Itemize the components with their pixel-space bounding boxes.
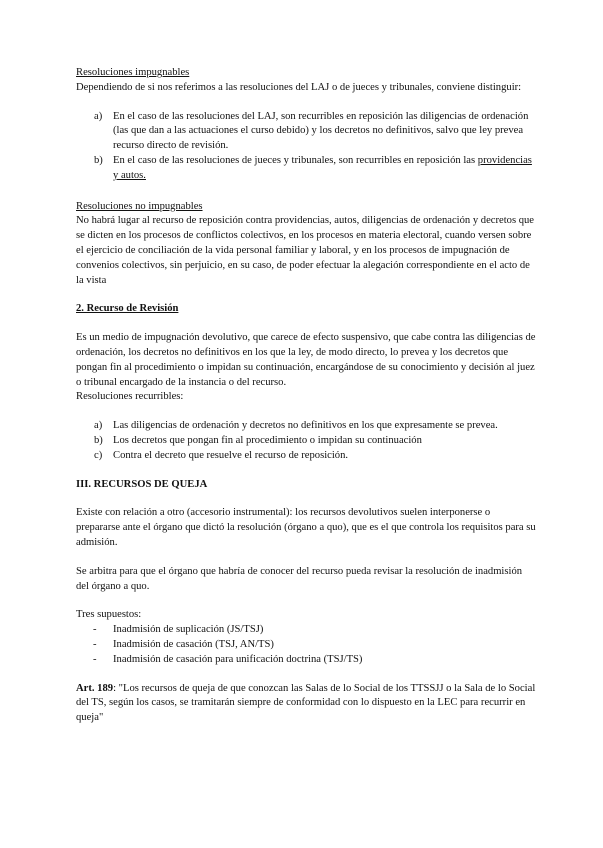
list-item: [76, 110, 536, 154]
list-item-text: Inadmisión de casación para unificación doctrina (TSJ/TS): [113, 653, 363, 665]
list-marker: -: [93, 638, 97, 650]
list-item: [76, 419, 536, 434]
article-label: Art. 189: [76, 682, 114, 694]
list-marker: b): [94, 154, 103, 166]
paragraph-article-189: [76, 682, 536, 726]
list-item: [76, 154, 536, 184]
subheading-resoluciones-recurribles: Resoluciones recurribles:: [76, 391, 184, 403]
recurribles-list: [76, 419, 536, 463]
list-marker: -: [93, 653, 97, 665]
list-item-text: Inadmisión de suplicación (JS/TSJ): [113, 624, 264, 636]
list-marker: c): [94, 449, 103, 461]
heading-resoluciones-no-impugnables: Resoluciones no impugnables: [76, 200, 203, 212]
list-item-text: Los decretos que pongan fin al procedimiento o impidan su continuación: [113, 434, 422, 446]
paragraph-tres-supuestos: Tres supuestos:: [76, 609, 142, 621]
list-marker: -: [93, 624, 97, 636]
article-text: : "Los recursos de queja de que conozcan las Salas de lo Social de los TTSSJJ o la Sala de lo Social del TS, según los casos, se tramitarán siempre de conformidad con lo dispuesto en la LEC para recurrir en queja": [76, 682, 536, 724]
list-item: [76, 623, 536, 638]
paragraph-intro: Dependiendo de si nos referimos a las resoluciones del LAJ o de jueces y tribunales, conviene distinguir:: [76, 81, 522, 93]
list-item: [76, 638, 536, 653]
list-item: [76, 653, 536, 668]
paragraph-queja-1: Existe con relación a otro (accesorio instrumental): los recursos devolutivos suelen interponerse o prepararse ante el órgano que dictó la resolución (órgano a quo), que es el que controla los requisitos para su admisión.: [76, 507, 536, 548]
list-item-text: Contra el decreto que resuelve el recurso de reposición.: [113, 449, 349, 461]
list-item-text: En el caso de las resoluciones del LAJ, son recurribles en reposición las diligencias de ordenación (las que dan a las actuaciones el curso debido) y los decretos no definitivos, salvo que ley prevea recurso directo de revisión.: [113, 110, 529, 152]
paragraph-no-impugnables: No habrá lugar al recurso de reposición contra providencias, autos, diligencias de ordenación y decretos que se dicten en los procesos de conflictos colectivos, en los procesos en materia electoral, cuando versen sobre el ejercicio de conciliación de la vida personal familiar y laboral, y en los procesos de impugnación de convenios colectivos, sin perjuicio, en su caso, de poder efectuar la alegación correspondiente en el acto de la vista: [76, 215, 535, 286]
list-marker: a): [94, 420, 103, 432]
heading-recursos-de-queja: III. RECURSOS DE QUEJA: [76, 478, 208, 490]
supuestos-list: [76, 623, 536, 667]
paragraph-recurso-revision: Es un medio de impugnación devolutivo, que carece de efecto suspensivo, que cabe contra las diligencias de ordenación, los decretos no definitivos en los que la ley, de modo directo, lo prevea y los decretos que pongan fin al procedimiento o impidan su continuación, encargándose de su conocimiento y decisión al juez o tribunal encargado de la instancia o del recurso.: [76, 332, 536, 388]
list-item: [76, 449, 536, 464]
list-item-text: En el caso de las resoluciones de jueces y tribunales, son recurribles en reposición las: [113, 154, 478, 166]
list-marker: a): [94, 110, 103, 122]
impugnables-list: [76, 110, 536, 184]
heading-recurso-revision: 2. Recurso de Revisión: [76, 303, 179, 315]
list-item-text: Inadmisión de casación (TSJ, AN/TS): [113, 638, 274, 650]
list-marker: b): [94, 434, 103, 446]
list-item: [76, 434, 536, 449]
document-body: [76, 66, 536, 726]
heading-resoluciones-impugnables: Resoluciones impugnables: [76, 67, 190, 78]
list-item-underlined-text: providencias y autos.: [113, 154, 532, 181]
list-item-text: Las diligencias de ordenación y decretos no definitivos en los que expresamente se prevea.: [113, 420, 498, 432]
paragraph-queja-2: Se arbitra para que el órgano que habría de conocer del recurso pueda revisar la resolución de inadmisión del órgano a quo.: [76, 565, 523, 592]
